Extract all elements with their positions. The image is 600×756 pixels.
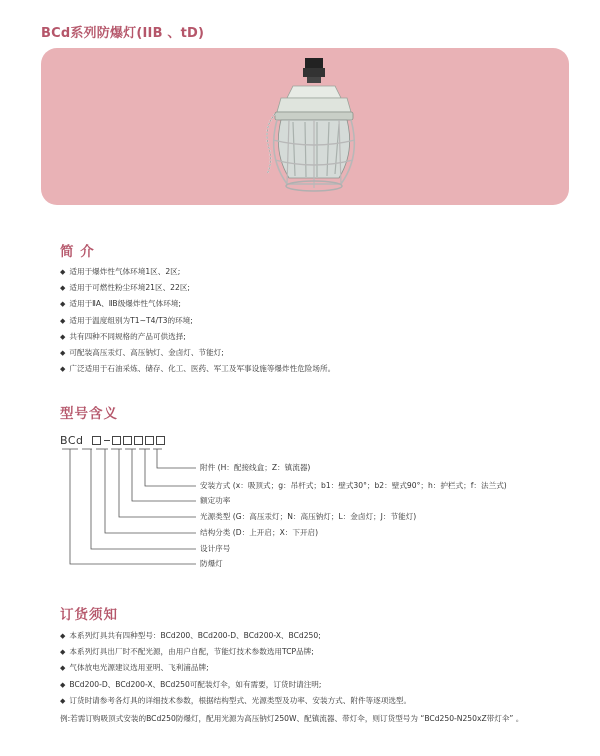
list-item: ◆ 订货时请参考各灯具的详细技术参数，根据结构型式、光源类型及功率、安装方式、附件等逐项选型。 bbox=[60, 693, 411, 709]
model-code-prefix: BCd bbox=[60, 434, 84, 447]
list-item: ◆ 适用于ⅡA、ⅡB级爆炸性气体环境; bbox=[60, 296, 335, 312]
list-item: ◆ 广泛适用于石油采炼、储存、化工、医药、军工及军事设施等爆炸性危险场所。 bbox=[60, 361, 335, 377]
model-label-accessory: 附件 (H：配接线盒；Z：镇流器) bbox=[200, 463, 311, 472]
order-list bbox=[60, 628, 411, 709]
model-label-structure: 结构分类 (D：上开启；X：下开启) bbox=[200, 528, 319, 537]
model-label-mounting: 安装方式 (x：吸顶式；g：吊杆式；b1：壁式30°；b2：壁式90°；h：护栏式；f：法兰式) bbox=[200, 481, 507, 490]
list-item: ◆ 适用于可燃性粉尘环境21区、22区; bbox=[60, 280, 335, 296]
model-heading: 型号含义 bbox=[60, 406, 118, 422]
model-label-light-source: 光源类型 (G：高压汞灯；N：高压钠灯；L：金卤灯；J：节能灯) bbox=[200, 512, 417, 521]
list-item: ◆ 共有四种不同规格的产品可供选择; bbox=[60, 329, 335, 345]
order-heading: 订货须知 bbox=[60, 607, 118, 623]
list-item: ◆ 适用于温度组别为T1~T4/T3的环境; bbox=[60, 313, 335, 329]
page-title: BCd系列防爆灯(IIB 、tD) bbox=[41, 26, 205, 41]
order-example: 例:若需订购吸顶式安装的BCd250防爆灯，配用光源为高压钠灯250W、配镇流器、带灯伞，则订货型号为 “BCd250-N250xZ带灯伞” 。 bbox=[60, 714, 524, 723]
list-item: ◆ 适用于爆炸性气体环境1区、2区; bbox=[60, 264, 335, 280]
list-item: ◆ 本系列灯具共有四种型号：BCd200、BCd200-D、BCd200-X、BCd250; bbox=[60, 628, 411, 644]
model-label-power: 额定功率 bbox=[200, 496, 231, 505]
intro-heading: 简 介 bbox=[60, 244, 95, 260]
list-item: ◆ 本系列灯具出厂时不配光源，由用户自配，节能灯技术参数选用TCP品牌; bbox=[60, 644, 411, 660]
list-item: ◆ 可配装高压汞灯、高压钠灯、金卤灯、节能灯; bbox=[60, 345, 335, 361]
model-label-explosion-proof: 防爆灯 bbox=[200, 559, 223, 568]
list-item: ◆ BCd200-D、BCd200-X、BCd250可配装灯伞，如有需要，订货时请注明; bbox=[60, 677, 411, 693]
list-item: ◆ 气体放电光源建议选用亚明、飞利浦品牌; bbox=[60, 660, 411, 676]
model-label-design-no: 设计序号 bbox=[200, 544, 231, 553]
